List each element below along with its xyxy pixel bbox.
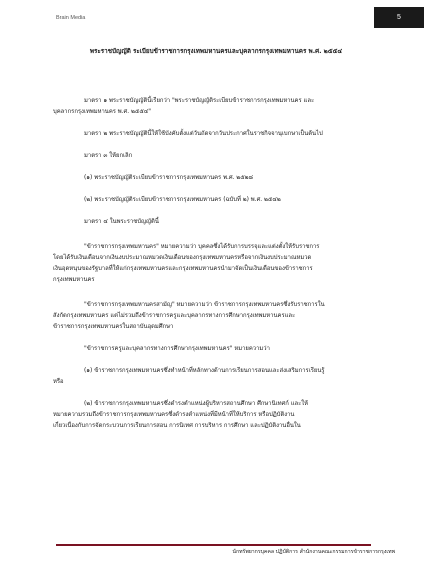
document-body — [53, 96, 379, 432]
paragraph-section-3 — [79, 151, 379, 162]
paragraph-line: มาตรา ๔ ในพระราชบัญญัตินี้ — [84, 219, 159, 225]
footer-divider — [56, 544, 371, 546]
paragraph-line: (๒) ข้าราชการกรุงเทพมหานครซึ่งดำรงตำแหน่งผู้บริหารสถานศึกษา ศึกษานิเทศก์ และให้ — [84, 401, 309, 407]
paragraph-line: (๒) พระราชบัญญัติระเบียบข้าราชการกรุงเทพมหานคร (ฉบับที่ ๒) พ.ศ. ๒๕๔๒ — [84, 197, 281, 203]
paragraph-definition-3 — [79, 344, 379, 355]
paragraph-line: มาตรา ๑ พระราชบัญญัตินี้เรียกว่า "พระราชบัญญัติระเบียบข้าราชการกรุงเทพมหานคร และ — [84, 98, 315, 104]
paragraph-definition-1 — [53, 242, 379, 286]
paragraph-line: เงินอุดหนุนของรัฐบาลที่ให้แก่กรุงเทพมหานครและกรุงเทพมหานครนำมาจัดเป็นเงินเดือนของข้าราชการ — [53, 266, 313, 272]
paragraph-definition-item-1 — [53, 366, 379, 388]
paragraph-item-2 — [79, 195, 379, 206]
paragraph-line: มาตรา ๒ พระราชบัญญัตินี้ให้ใช้บังคับตั้งแต่วันถัดจากวันประกาศในราชกิจจานุเบกษาเป็นต้นไป — [84, 131, 323, 137]
paragraph-line: "ข้าราชการครูและบุคลากรทางการศึกษากรุงเทพมหานคร" หมายความว่า — [84, 346, 270, 352]
paragraph-line: เกี่ยวเนื่องกับการจัดกระบวนการเรียนการสอน การนิเทศ การบริหาร การศึกษา และปฏิบัติงานอื่นใน — [53, 423, 301, 429]
paragraph-line: (๑) ข้าราชการกรุงเทพมหานครซึ่งทำหน้าที่หลักทางด้านการเรียนการสอนและส่งเสริมการเรียนรู้ — [84, 368, 325, 374]
paragraph-line: "ข้าราชการกรุงเทพมหานคร" หมายความว่า บุคคลซึ่งได้รับการบรรจุและแต่งตั้งให้รับราชการ — [84, 244, 320, 250]
paragraph-definition-item-2 — [53, 399, 379, 432]
footer-text: นักทรัพยากรบุคคล ปฏิบัติการ สำนักงานคณะกรรมการข้าราชการกรุงเทพ — [232, 549, 395, 555]
paragraph-line: มาตรา ๓ ให้ยกเลิก — [84, 153, 133, 159]
paragraph-line: หรือ — [53, 379, 64, 385]
paragraph-line: "ข้าราชการกรุงเทพมหานครสามัญ" หมายความว่า ข้าราชการกรุงเทพมหานครซึ่งรับราชการใน — [84, 302, 325, 308]
brand-label: Brain Media — [56, 15, 86, 21]
paragraph-line: (๑) พระราชบัญญัติระเบียบข้าราชการกรุงเทพมหานคร พ.ศ. ๒๕๒๘ — [84, 175, 254, 181]
paragraph-line: สังกัดกรุงเทพมหานคร แต่ไม่รวมถึงข้าราชการครูและบุคลากรทางการศึกษากรุงเทพมหานครและ — [53, 313, 296, 319]
page-number-badge: 5 — [374, 7, 424, 28]
paragraph-line: กรุงเทพมหานคร — [53, 277, 95, 283]
paragraph-section-4 — [79, 217, 379, 228]
paragraph-line: ข้าราชการกรุงเทพมหานครในสถาบันอุดมศึกษา — [53, 324, 174, 330]
paragraph-section-1 — [53, 96, 379, 118]
paragraph-section-2 — [79, 129, 379, 140]
paragraph-line: โดยได้รับเงินเดือนจากเงินงบประมาณหมวดเงินเดือนของกรุงเทพมหานครหรือจากเงินงบประมาณหมวด — [53, 255, 312, 261]
document-title: พระราชบัญญัติ ระเบียบข้าราชการกรุงเทพมหานครและบุคลากรกรุงเทพมหานคร พ.ศ. ๒๕๕๔ — [89, 48, 343, 55]
paragraph-item-1 — [79, 173, 379, 184]
paragraph-line: บุคลากรกรุงเทพมหานคร พ.ศ. ๒๕๕๔" — [53, 109, 151, 115]
paragraph-line: หมายความรวมถึงข้าราชการกรุงเทพมหานครซึ่งดำรงตำแหน่งที่มีหน้าที่ให้บริการ หรือปฏิบัติงาน — [53, 412, 295, 418]
paragraph-definition-2 — [53, 300, 379, 333]
